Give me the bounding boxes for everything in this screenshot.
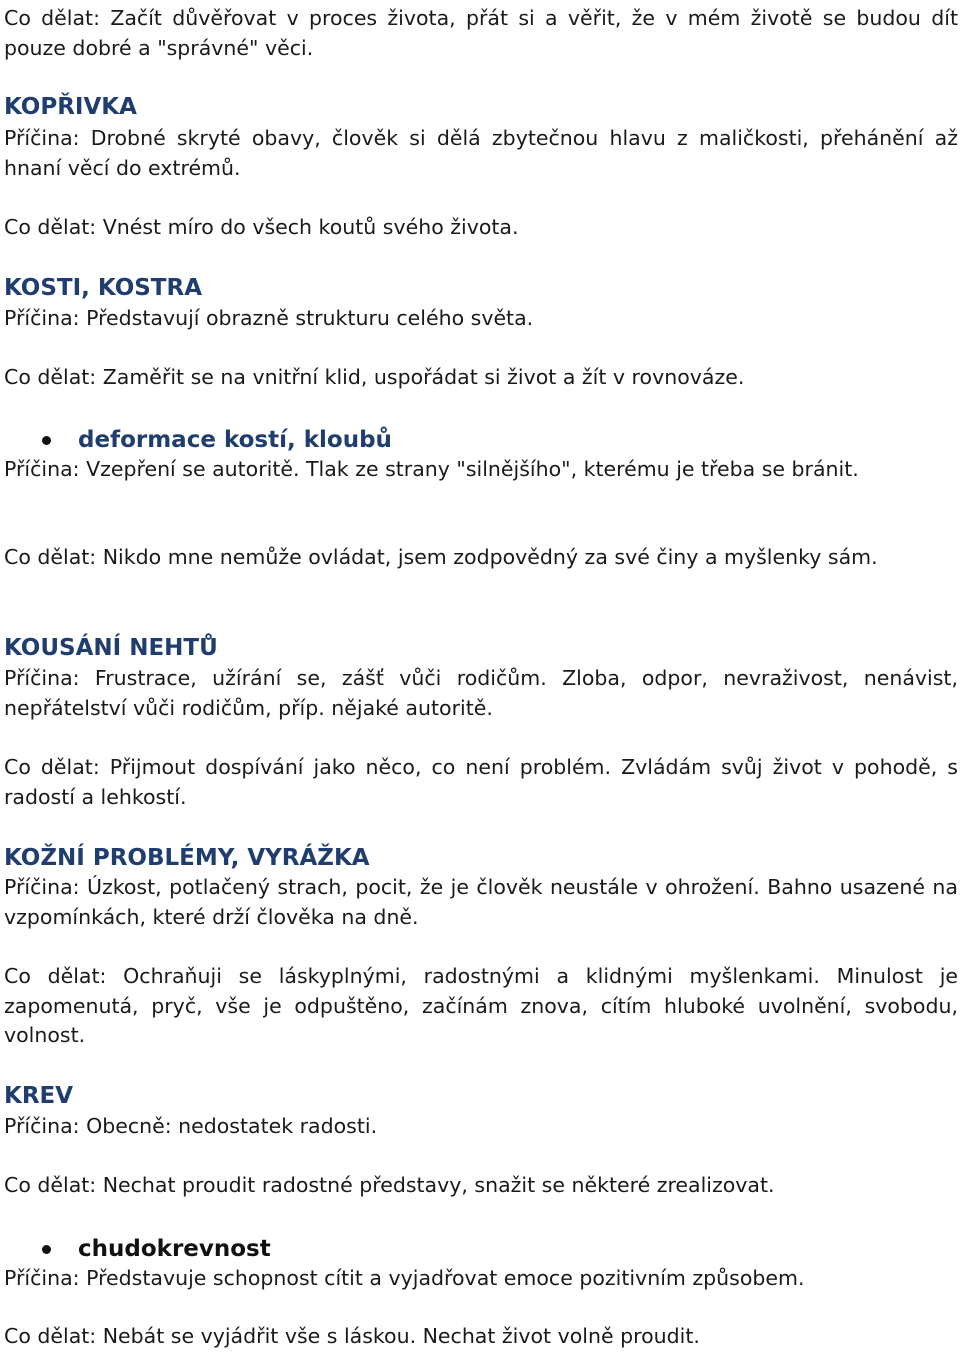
todo-deformace: Co dělat: Nikdo mne nemůže ovládat, jsem zodpovědný za své činy a myšlenky sám. xyxy=(4,545,878,569)
subsection-heading-chudokrevnost: chudokrevnost xyxy=(78,1236,271,1262)
cause-chudokrevnost: Příčina: Představuje schopnost cítit a vyjadřovat emoce pozitivním způsobem. xyxy=(4,1266,805,1290)
bullet-dot xyxy=(42,436,51,445)
todo-chudokrevnost: Co dělat: Nebát se vyjádřit vše s láskou. Nechat život volně proudit. xyxy=(4,1324,700,1348)
section-heading-koprivka: KOPŘIVKA xyxy=(4,94,137,120)
section-heading-krev: KREV xyxy=(4,1083,74,1109)
intro-todo: Co dělat: Začít důvěřovat v proces života, přát si a věřit, že v mém životě se budou dít pouze dobré a "správné" věci. xyxy=(4,6,958,60)
cause-kosti: Příčina: Představují obrazně strukturu celého světa. xyxy=(4,306,534,330)
cause-koprivka: Příčina: Drobné skryté obavy, člověk si dělá zbytečnou hlavu z maličkosti, přehánění až hnaní věcí do extrémů. xyxy=(4,126,958,180)
todo-koprivka: Co dělat: Vnést míro do všech koutů svého života. xyxy=(4,215,519,239)
todo-krev: Co dělat: Nechat proudit radostné představy, snažit se některé zrealizovat. xyxy=(4,1173,775,1197)
cause-deformace: Příčina: Vzepření se autoritě. Tlak ze strany "silnějšího", kterému je třeba se bránit. xyxy=(4,457,859,481)
section-heading-kozni-problemy: KOŽNÍ PROBLÉMY, VYRÁŽKA xyxy=(4,845,370,871)
bullet-dot xyxy=(42,1245,51,1254)
todo-kousani-nehtu: Co dělat: Přijmout dospívání jako něco, co není problém. Zvládám svůj život v pohodě, s radostí a lehkostí. xyxy=(4,755,958,809)
todo-kozni-problemy: Co dělat: Ochraňuji se láskyplnými, radostnými a klidnými myšlenkami. Minulost je zapomenutá, pryč, vše je odpuštěno, začínám znova, cítím hluboké uvolnění, svobodu, volnost. xyxy=(4,964,958,1047)
section-heading-kosti: KOSTI, KOSTRA xyxy=(4,275,203,301)
todo-kosti: Co dělat: Zaměřit se na vnitřní klid, uspořádat si život a žít v rovnováze. xyxy=(4,365,745,389)
cause-kousani-nehtu: Příčina: Frustrace, užírání se, zášť vůči rodičům. Zloba, odpor, nevraživost, nenávist, nepřátelství vůči rodičům, příp. nějaké autoritě. xyxy=(4,666,958,720)
section-heading-kousani-nehtu: KOUSÁNÍ NEHTŮ xyxy=(4,635,218,661)
cause-kozni-problemy: Příčina: Úzkost, potlačený strach, pocit, že je člověk neustále v ohrožení. Bahno usazené na vzpomínkách, které drží člověka na dně. xyxy=(4,875,958,929)
subsection-heading-deformace: deformace kostí, kloubů xyxy=(78,427,392,453)
cause-krev: Příčina: Obecně: nedostatek radosti. xyxy=(4,1114,378,1138)
